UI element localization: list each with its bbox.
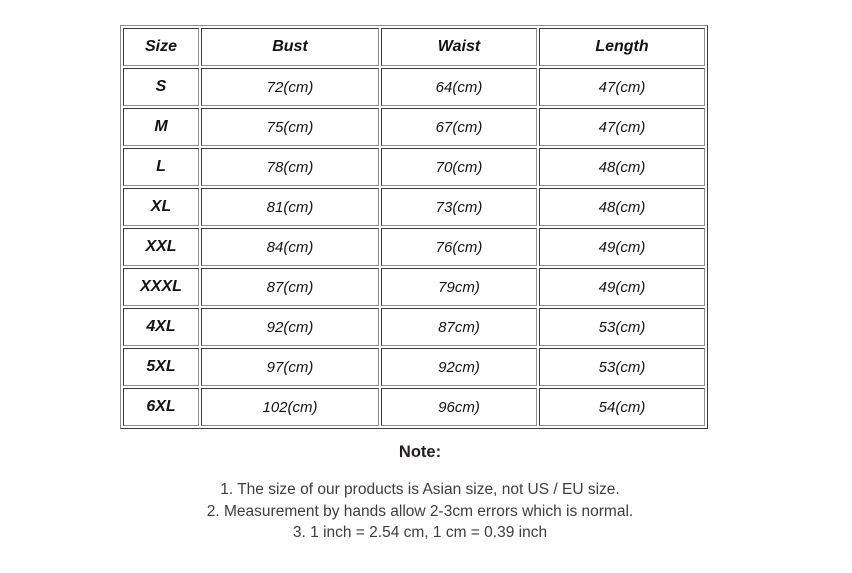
bust-cell: 102(cm) (201, 388, 379, 426)
waist-cell: 79cm) (381, 268, 537, 306)
note-title: Note: (398, 443, 442, 461)
column-header-bust: Bust (201, 28, 379, 66)
size-cell: L (123, 148, 199, 186)
bust-cell: 87(cm) (201, 268, 379, 306)
note-line: 1. The size of our products is Asian size, not US / EU size. (220, 481, 620, 498)
length-cell: 49(cm) (539, 228, 705, 266)
length-cell: 48(cm) (539, 188, 705, 226)
size-chart-table (120, 25, 708, 429)
size-cell: 4XL (123, 308, 199, 346)
column-header-length: Length (539, 28, 705, 66)
size-cell: 6XL (123, 388, 199, 426)
length-cell: 54(cm) (539, 388, 705, 426)
size-cell: S (123, 68, 199, 106)
bust-cell: 75(cm) (201, 108, 379, 146)
table-row (123, 348, 705, 386)
column-header-waist: Waist (381, 28, 537, 66)
waist-cell: 76(cm) (381, 228, 537, 266)
table-row (123, 228, 705, 266)
table-row (123, 108, 705, 146)
waist-cell: 70(cm) (381, 148, 537, 186)
table-row (123, 388, 705, 426)
bust-cell: 72(cm) (201, 68, 379, 106)
waist-cell: 73(cm) (381, 188, 537, 226)
table-row (123, 148, 705, 186)
size-cell: M (123, 108, 199, 146)
waist-cell: 87cm) (381, 308, 537, 346)
length-cell: 47(cm) (539, 68, 705, 106)
bust-cell: 92(cm) (201, 308, 379, 346)
table-row (123, 68, 705, 106)
length-cell: 53(cm) (539, 308, 705, 346)
note-line: 2. Measurement by hands allow 2-3cm errors which is normal. (206, 502, 634, 520)
length-cell: 53(cm) (539, 348, 705, 386)
waist-cell: 67(cm) (381, 108, 537, 146)
size-cell: 5XL (123, 348, 199, 386)
size-cell: XXL (123, 228, 199, 266)
length-cell: 49(cm) (539, 268, 705, 306)
note-line: 3. 1 inch = 2.54 cm, 1 cm = 0.39 inch (292, 524, 548, 541)
header-row (123, 28, 705, 66)
column-header-size: Size (123, 28, 199, 66)
waist-cell: 64(cm) (381, 68, 537, 106)
size-cell: XXXL (123, 268, 199, 306)
note-section (0, 443, 840, 544)
bust-cell: 84(cm) (201, 228, 379, 266)
waist-cell: 92cm) (381, 348, 537, 386)
waist-cell: 96cm) (381, 388, 537, 426)
size-cell: XL (123, 188, 199, 226)
length-cell: 47(cm) (539, 108, 705, 146)
bust-cell: 81(cm) (201, 188, 379, 226)
bust-cell: 78(cm) (201, 148, 379, 186)
length-cell: 48(cm) (539, 148, 705, 186)
table-row (123, 268, 705, 306)
table-row (123, 308, 705, 346)
bust-cell: 97(cm) (201, 348, 379, 386)
table-row (123, 188, 705, 226)
